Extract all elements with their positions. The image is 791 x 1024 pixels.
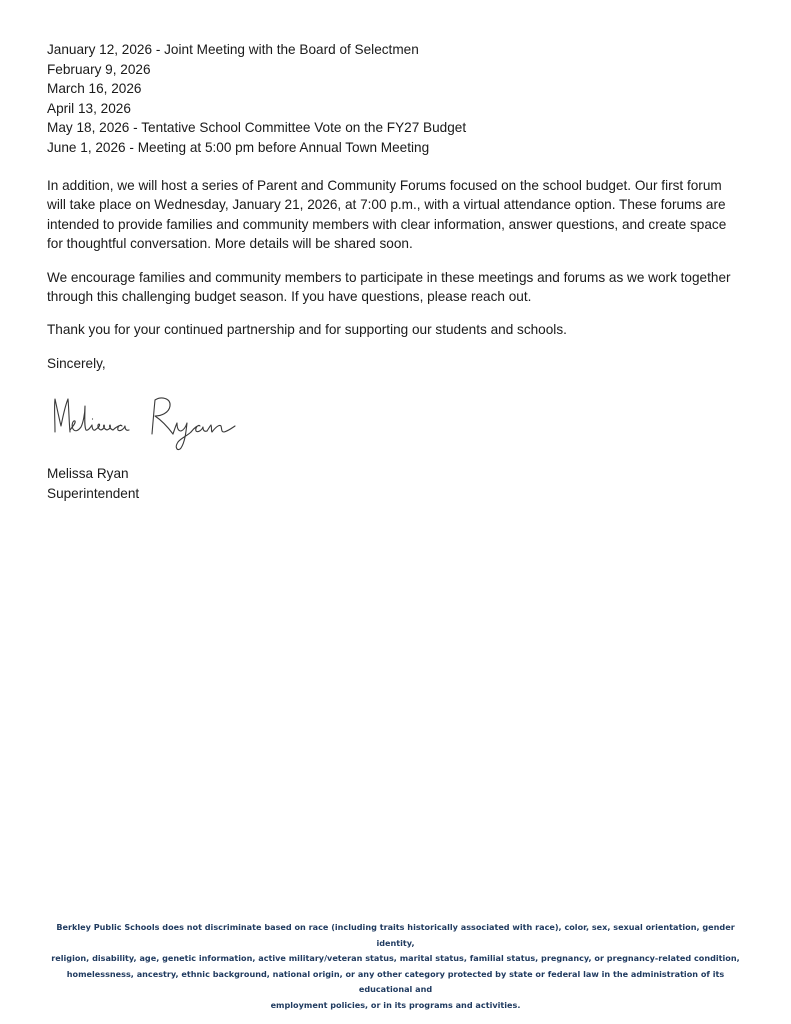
encourage-paragraph: We encourage families and community members to participate in these meetings and forums as we work together through this challenging budget season. If you have questions, please reach out.: [47, 269, 731, 305]
meeting-date-item: March 16, 2026: [47, 81, 142, 96]
signer-name: Melissa Ryan: [47, 466, 129, 481]
meeting-date-item: May 18, 2026 - Tentative School Committee Vote on the FY27 Budget: [47, 120, 467, 135]
signer-block: [47, 464, 139, 503]
handwritten-signature: [49, 390, 239, 454]
signer-title: Superintendent: [47, 485, 140, 501]
footer-line: Berkley Public Schools does not discriminate based on race (including traits historically associated with race), color, sex, sexual orientation, gender identity,: [56, 922, 735, 948]
meeting-date-item: June 1, 2026 - Meeting at 5:00 pm before Annual Town Meeting: [47, 139, 430, 155]
meeting-dates-list: [47, 40, 737, 157]
footer-line: employment policies, or in its programs and activities.: [270, 999, 521, 1010]
closing-salutation: Sincerely,: [47, 355, 106, 371]
thanks-paragraph: Thank you for your continued partnership and for supporting our students and schools.: [47, 322, 567, 338]
meeting-date-item: April 13, 2026: [47, 100, 131, 116]
forums-paragraph: In addition, we will host a series of Parent and Community Forums focused on the school budget. Our first forum will take place on Wednesday, January 21, 2026, at 7:00 p.m., with a virtual attendance option. These forums are intended to provide families and community members with clear information, answer questions, and create space for thoughtful conversation. More details will be shared soon.: [47, 178, 727, 252]
meeting-date-item: February 9, 2026: [47, 61, 151, 77]
meeting-date-item: January 12, 2026 - Joint Meeting with the Board of Selectmen: [47, 42, 419, 57]
footer-line: homelessness, ancestry, ethnic background, national origin, or any other category protected by state or federal law in the administration of its educational and: [66, 968, 725, 994]
nondiscrimination-footer: [50, 920, 741, 1013]
letter-body: [47, 40, 737, 373]
footer-line: religion, disability, age, genetic information, active military/veteran status, marital status, familial status, pregnancy, or pregnancy-related condition,: [51, 953, 740, 963]
